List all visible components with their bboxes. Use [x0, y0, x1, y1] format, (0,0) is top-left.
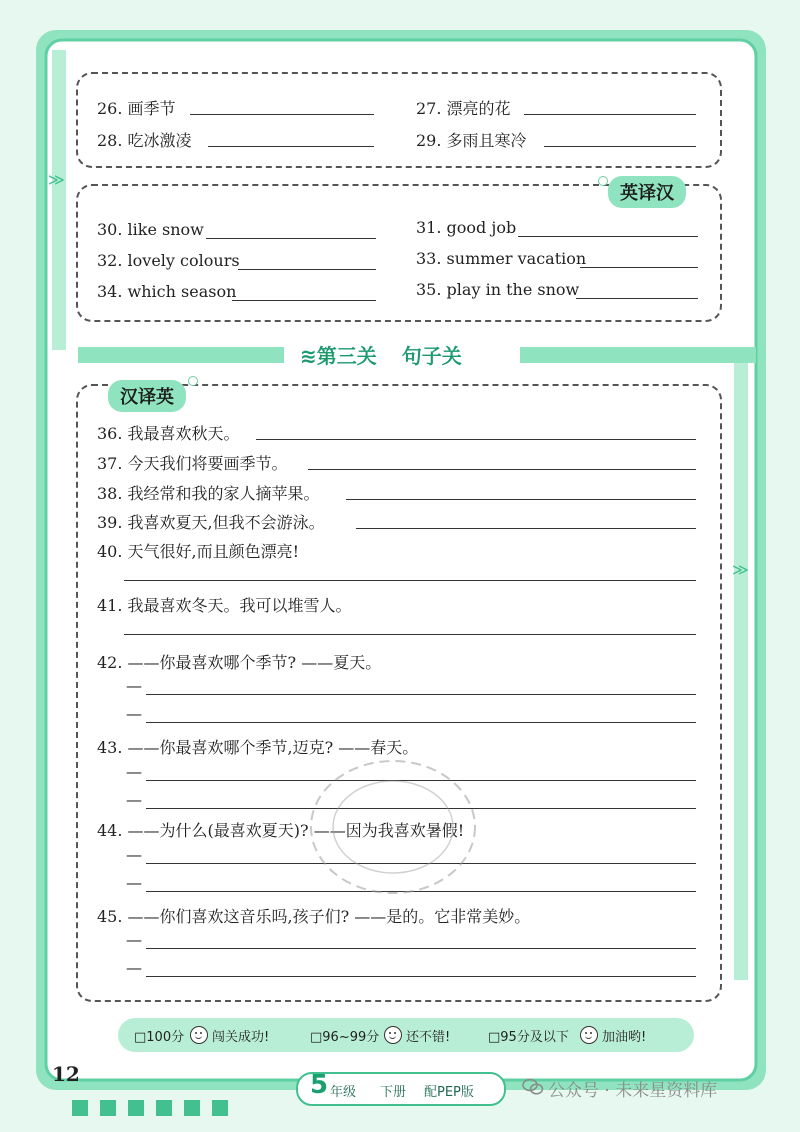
- answer-line-35[interactable]: [576, 298, 698, 299]
- question-text: lovely colours: [127, 251, 240, 270]
- answer-line-28[interactable]: [208, 146, 374, 147]
- answer-line-26[interactable]: [190, 114, 374, 115]
- section-phrases-box: [76, 72, 722, 168]
- question-number: 44.: [97, 821, 123, 840]
- answer-line-36[interactable]: [256, 439, 696, 440]
- question-text: play in the snow: [446, 280, 580, 299]
- dialogue-dash: —: [126, 790, 142, 809]
- question-36: [97, 421, 240, 444]
- question-28: [97, 128, 192, 151]
- question-text: which season: [127, 282, 237, 301]
- question-text: like snow: [127, 220, 204, 239]
- question-32: [97, 251, 240, 270]
- question-26: [97, 96, 176, 119]
- question-number: 45.: [97, 907, 123, 926]
- dialogue-dash: —: [126, 845, 142, 864]
- question-38: [97, 481, 320, 504]
- question-number: 31.: [416, 218, 442, 237]
- question-35: [416, 280, 579, 299]
- watermark-stamp-icon: [298, 752, 488, 902]
- eval-option-95-below[interactable]: □95分及以下: [488, 1030, 569, 1045]
- stage-bar-right: [520, 347, 756, 363]
- dialogue-dash: —: [126, 958, 142, 977]
- question-number: 32.: [97, 251, 123, 270]
- self-evaluation-bar: [118, 1018, 694, 1052]
- answer-line-40[interactable]: [124, 580, 696, 581]
- question-number: 29.: [416, 131, 442, 150]
- question-number: 33.: [416, 249, 442, 268]
- smile-face-icon: [384, 1026, 402, 1044]
- question-text: good job: [446, 218, 517, 237]
- question-40: [97, 539, 299, 562]
- tag-dot: [598, 176, 608, 186]
- question-number: 34.: [97, 282, 123, 301]
- question-text: 我最喜欢冬天。我可以堆雪人。: [127, 596, 352, 615]
- wechat-icon: [522, 1078, 544, 1096]
- dialogue-dash: —: [126, 930, 142, 949]
- grade-unit: 年级: [330, 1085, 357, 1100]
- dialogue-dash: —: [126, 704, 142, 723]
- dialogue-dash: —: [126, 762, 142, 781]
- dialogue-dash: —: [126, 873, 142, 892]
- question-text: 我经常和我的家人摘苹果。: [127, 484, 320, 503]
- question-number: 41.: [97, 596, 123, 615]
- decor-stripe: [100, 1100, 116, 1116]
- eval-option-100[interactable]: □100分: [134, 1030, 185, 1045]
- face-icon: [190, 1026, 208, 1044]
- question-39: [97, 510, 325, 533]
- question-37: [97, 451, 288, 474]
- question-text: 吃冰激凌: [127, 131, 192, 150]
- question-number: 30.: [97, 220, 123, 239]
- watermark-text: 公众号 · 未来星资料库: [548, 1081, 718, 1101]
- answer-line-32[interactable]: [238, 269, 376, 270]
- question-text: ——你最喜欢哪个季节,迈克? ——春天。: [127, 738, 419, 757]
- question-number: 35.: [416, 280, 442, 299]
- question-30: [97, 220, 204, 239]
- answer-line-42b[interactable]: [146, 722, 696, 723]
- question-text: ——你最喜欢哪个季节? ——夏天。: [127, 653, 382, 672]
- tag-dot: [188, 376, 198, 386]
- question-number: 42.: [97, 653, 123, 672]
- question-text: ——为什么(最喜欢夏天)? ——因为我喜欢暑假!: [127, 821, 465, 840]
- svg-text:≫: ≫: [48, 170, 65, 189]
- question-text: summer vacation: [446, 249, 587, 268]
- answer-line-33[interactable]: [580, 267, 698, 268]
- stage-name: ≋第三关: [300, 344, 377, 368]
- question-number: 37.: [97, 454, 123, 473]
- answer-line-42a[interactable]: [146, 694, 696, 695]
- question-number: 27.: [416, 99, 442, 118]
- decor-stripe: [128, 1100, 144, 1116]
- section-tag-chinese-to-english: 汉译英: [108, 380, 186, 412]
- question-number: 36.: [97, 424, 123, 443]
- dialogue-dash: —: [126, 676, 142, 695]
- question-text: 画季节: [127, 99, 176, 118]
- answer-line-38[interactable]: [346, 499, 696, 500]
- question-31: [416, 218, 516, 237]
- question-42: [97, 650, 381, 673]
- page-number: 12: [52, 1062, 80, 1086]
- question-number: 39.: [97, 513, 123, 532]
- volume-label: 下册: [380, 1085, 407, 1100]
- question-27: [416, 96, 511, 119]
- question-number: 26.: [97, 99, 123, 118]
- question-text: ——你们喜欢这音乐吗,孩子们? ——是的。它非常美妙。: [127, 907, 531, 926]
- decor-stripe: [212, 1100, 228, 1116]
- cheer-face-icon: [580, 1026, 598, 1044]
- question-number: 40.: [97, 542, 123, 561]
- question-text: 天气很好,而且颜色漂亮!: [127, 542, 300, 561]
- question-34: [97, 282, 236, 301]
- answer-line-34[interactable]: [232, 300, 376, 301]
- question-text: 今天我们将要画季节。: [127, 454, 288, 473]
- question-text: 漂亮的花: [446, 99, 511, 118]
- decor-stripe: [184, 1100, 200, 1116]
- question-number: 28.: [97, 131, 123, 150]
- eval-comment-95-below: 加油哟!: [602, 1030, 647, 1045]
- question-number: 38.: [97, 484, 123, 503]
- question-29: [416, 128, 527, 151]
- answer-line-37[interactable]: [308, 469, 696, 470]
- answer-line-31[interactable]: [518, 236, 698, 237]
- question-text: 我最喜欢秋天。: [127, 424, 240, 443]
- grade-footer-badge: [296, 1072, 506, 1106]
- stage-title: [300, 340, 462, 369]
- answer-line-41[interactable]: [124, 634, 696, 635]
- eval-comment-100: 闯关成功!: [212, 1030, 270, 1045]
- svg-text:≫: ≫: [732, 560, 749, 579]
- stage-subtitle: 句子关: [401, 344, 462, 368]
- answer-line-45b[interactable]: [146, 976, 696, 977]
- question-text: 多雨且寒冷: [446, 131, 527, 150]
- grade-number: 5: [310, 1070, 329, 1100]
- decor-stripe: [72, 1100, 88, 1116]
- stage-bar-left: [78, 347, 284, 363]
- question-33: [416, 249, 586, 268]
- answer-line-45a[interactable]: [146, 948, 696, 949]
- section-tag-english-to-chinese: 英译汉: [608, 176, 686, 208]
- eval-option-96-99[interactable]: □96~99分: [310, 1030, 380, 1045]
- answer-line-30[interactable]: [206, 238, 376, 239]
- answer-line-29[interactable]: [544, 146, 696, 147]
- edition-label: 配PEP版: [424, 1085, 474, 1100]
- eval-comment-96-99: 还不错!: [406, 1030, 451, 1045]
- question-number: 43.: [97, 738, 123, 757]
- question-text: 我喜欢夏天,但我不会游泳。: [127, 513, 325, 532]
- decor-stripe: [156, 1100, 172, 1116]
- answer-line-27[interactable]: [524, 114, 696, 115]
- answer-line-39[interactable]: [356, 528, 696, 529]
- question-45: [97, 904, 530, 927]
- question-41: [97, 593, 352, 616]
